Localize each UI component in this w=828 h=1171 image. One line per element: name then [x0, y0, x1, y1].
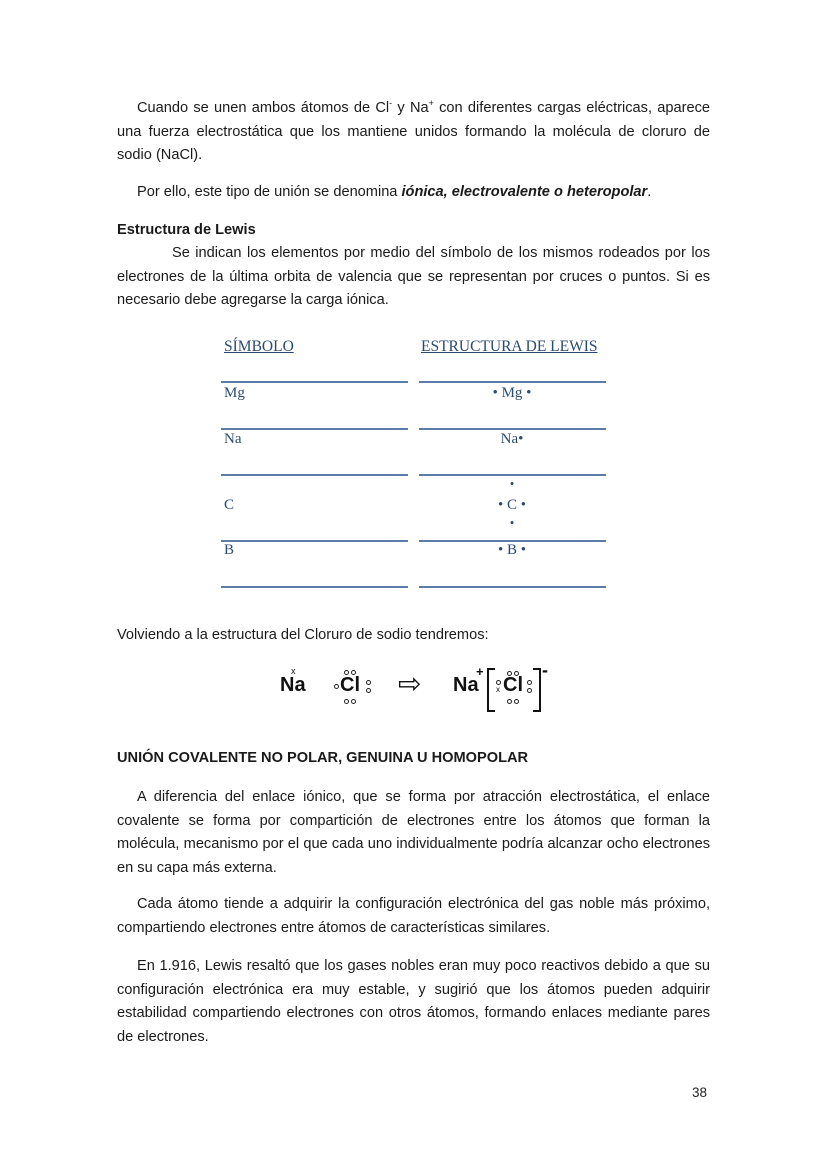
electron-dot	[507, 699, 512, 704]
text-span: con diferentes cargas eléctricas, aparece una fuerza electrostática que los mantiene unidos formando la molécula de cloruro de sodio (NaCl).	[117, 100, 710, 163]
formula-na-ion: Na	[453, 674, 479, 696]
electron-dot	[514, 699, 519, 704]
text-span: y Na	[392, 100, 429, 116]
table-cell-symbol: C	[224, 497, 235, 513]
text-span: Por ello, este tipo de unión se denomina	[137, 184, 402, 200]
page-number: 38	[692, 1085, 708, 1100]
heading-lewis-structure: Estructura de Lewis	[117, 222, 256, 238]
formula-transferred-electron-x: x	[496, 685, 500, 694]
heading-covalent-bond: UNIÓN COVALENTE NO POLAR, GENUINA U HOMOPOLAR	[117, 750, 529, 766]
paragraph-nacl-intro: Volviendo a la estructura del Cloruro de sodio tendremos:	[117, 627, 489, 643]
table-cell-lewis: • B •	[497, 542, 526, 558]
electron-dot	[344, 699, 349, 704]
paragraph-covalent-1: A diferencia del enlace iónico, que se forma por atracción electrostática, el enlace covalente se forma por compartición de electrones entre los átomos que forman la molécula, mecanismo por el que cada uno individualmente podría alcanzar ocho electrones en su capa más externa.	[117, 789, 710, 876]
table-cell-symbol: B	[224, 542, 235, 558]
text-span: .	[647, 184, 652, 200]
text-span: Cuando se unen ambos átomos de Cl	[137, 100, 390, 116]
lewis-dot-top: •	[509, 476, 515, 491]
formula-na-electron-x: x	[291, 666, 296, 676]
superscript-minus: -	[389, 98, 393, 108]
electron-dot	[366, 680, 371, 685]
formula-na: Na	[280, 674, 306, 696]
table-cell-lewis: • C •	[497, 497, 526, 513]
electron-dot	[334, 684, 339, 689]
electron-dot	[527, 688, 532, 693]
table-cell-symbol: Na	[224, 431, 242, 447]
electron-dot	[351, 699, 356, 704]
electron-dot	[344, 670, 349, 675]
paragraph-lewis-description: Se indican los elementos por medio del símbolo de los mismos rodeados por los electrones de la última orbita de valencia que se representan por cruces o puntos. Si es necesario debe agregarse la carga iónica.	[117, 245, 710, 308]
formula-cl-ion: Cl	[503, 674, 523, 696]
electron-dot	[527, 680, 532, 685]
bracket-left	[487, 668, 495, 712]
table-header-lewis: ESTRUCTURA DE LEWIS	[421, 338, 598, 355]
electron-dot	[514, 671, 519, 676]
reaction-arrow-icon: ⇨	[398, 668, 422, 699]
electron-dot	[507, 671, 512, 676]
emphasis-terms: iónica, electrovalente o heteropolar	[401, 184, 648, 200]
formula-minus-charge: -	[542, 660, 548, 680]
table-cell-symbol: Mg	[224, 385, 245, 401]
superscript-plus: +	[428, 98, 434, 108]
table-cell-lewis: Na•	[500, 431, 524, 447]
table-cell-lewis: • Mg •	[492, 385, 532, 401]
formula-plus-charge: +	[476, 664, 484, 679]
table-header-symbol: SÍMBOLO	[224, 338, 294, 355]
electron-dot	[366, 688, 371, 693]
bracket-right	[533, 668, 541, 712]
formula-cl: Cl	[340, 674, 360, 696]
electron-dot	[351, 670, 356, 675]
lewis-dot-bottom: •	[509, 515, 515, 530]
paragraph-covalent-2: Cada átomo tiende a adquirir la configuración electrónica del gas noble más próximo, compartiendo electrones entre átomos de características similares.	[117, 896, 710, 936]
paragraph-covalent-3: En 1.916, Lewis resaltó que los gases nobles eran muy poco reactivos debido a que su configuración electrónica era muy estable, y sugirió que los átomos pueden adquirir estabilidad compartiendo electrones con otros átomos, formando enlaces mediante pares de electrones.	[117, 958, 710, 1045]
